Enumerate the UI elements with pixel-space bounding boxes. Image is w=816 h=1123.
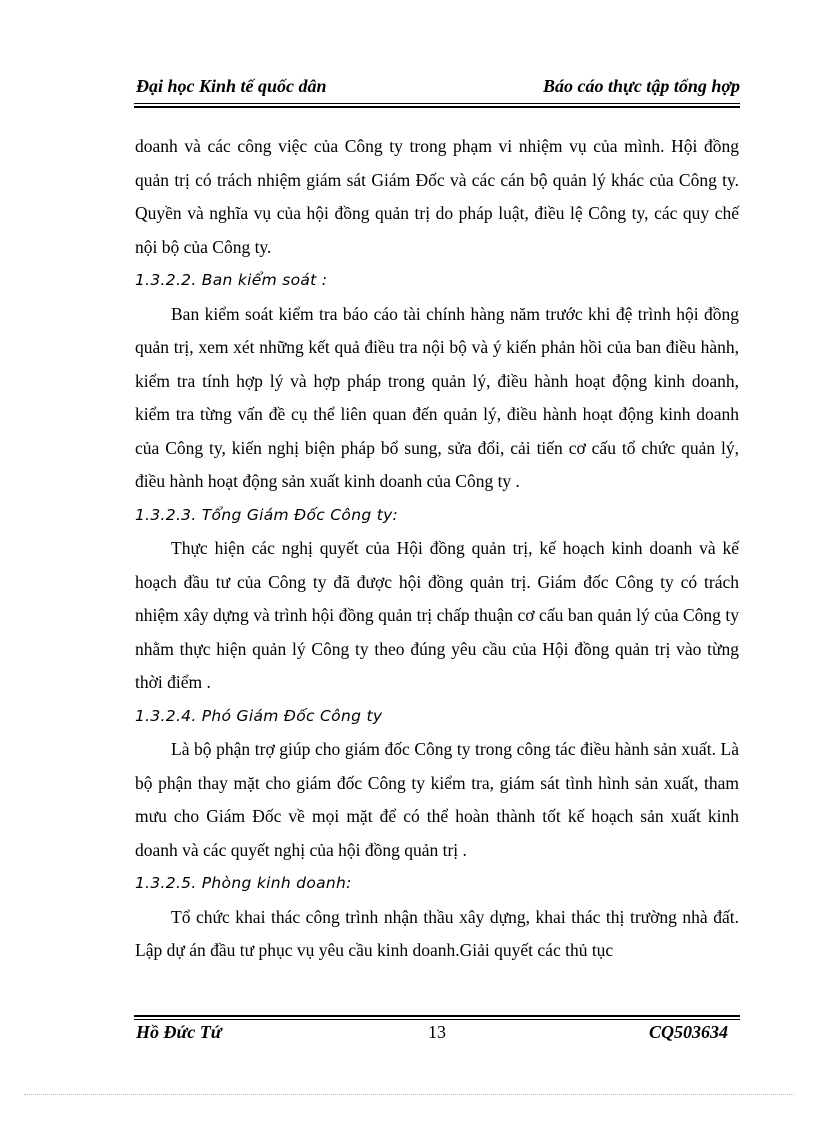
- paragraph-ban-kiem-soat: Ban kiểm soát kiểm tra báo cáo tài chính hàng năm trước khi đệ trình hội đồng quản trị, xem xét những kết quả điều tra nội bộ và ý kiến phản hồi của ban điều hành, kiểm tra tính hợp lý và hợp pháp trong quản lý, điều hành hoạt động kinh doanh, kiểm tra từng vấn đề cụ thể liên quan đến quản lý, điều hành hoạt động kinh doanh của Công ty, kiến nghị biện pháp bổ sung, sửa đổi, cải tiến cơ cấu tổ chức quản lý, điều hành hoạt động sản xuất kinh doanh của Công ty .: [135, 303, 739, 491]
- document-body: [135, 130, 739, 968]
- page-number: 13: [428, 1022, 446, 1042]
- paragraph-tong-giam-doc: Thực hiện các nghị quyết của Hội đồng quản trị, kế hoạch kinh doanh và kế hoạch đầu tư của Công ty đã được hội đồng quản trị. Giám đốc Công ty có trách nhiệm xây dựng và trình hội đồng quản trị chấp thuận cơ cấu ban quản lý của Công ty nhằm thực hiện quản lý Công ty theo đúng yêu cầu của Hội đồng quản trị vào từng thời điểm .: [135, 538, 739, 692]
- page-header: [134, 76, 740, 102]
- section-heading-tong-giam-doc: 1.3.2.3. Tổng Giám Đốc Công ty:: [135, 505, 399, 524]
- header-rule-thick: [134, 106, 740, 108]
- header-university: Đại học Kinh tế quốc dân: [136, 76, 327, 96]
- footer-student-code: CQ503634: [648, 1022, 728, 1042]
- section-heading-pho-giam-doc: 1.3.2.4. Phó Giám Đốc Công ty: [135, 706, 383, 725]
- page-break-dotted-line: [24, 1094, 794, 1095]
- header-report-title: Báo cáo thực tập tổng hợp: [543, 76, 740, 96]
- footer-author: Hồ Đức Tứ: [136, 1022, 222, 1042]
- footer-rule-thin: [134, 1019, 740, 1020]
- header-rule-thin: [134, 103, 740, 104]
- paragraph-intro: doanh và các công việc của Công ty trong phạm vi nhiệm vụ của mình. Hội đồng quản trị có trách nhiệm giám sát Giám Đốc và các cán bộ quản lý khác của Công ty. Quyền và nghĩa vụ của hội đồng quản trị do pháp luật, điều lệ Công ty, các quy chế nội bộ của Công ty.: [135, 136, 739, 257]
- paragraph-phong-kinh-doanh: Tổ chức khai thác công trình nhận thầu xây dựng, khai thác thị trường nhà đất. Lập dự án đầu tư phục vụ yêu cầu kinh doanh.Giải quyết các thủ tục: [135, 906, 739, 960]
- page-footer: [134, 1022, 740, 1048]
- footer-rule-thick: [134, 1015, 740, 1017]
- paragraph-pho-giam-doc: Là bộ phận trợ giúp cho giám đốc Công ty trong công tác điều hành sản xuất. Là bộ phận thay mặt cho giám đốc Công ty kiểm tra, giám sát tình hình sản xuất, tham mưu cho Giám Đốc về mọi mặt để có thể hoàn thành tốt kế hoạch sản xuất kinh doanh và các quyết nghị của hội đồng quản trị .: [135, 739, 739, 860]
- section-heading-phong-kinh-doanh: 1.3.2.5. Phòng kinh doanh:: [135, 874, 352, 892]
- section-heading-ban-kiem-soat: 1.3.2.2. Ban kiểm soát :: [135, 271, 328, 289]
